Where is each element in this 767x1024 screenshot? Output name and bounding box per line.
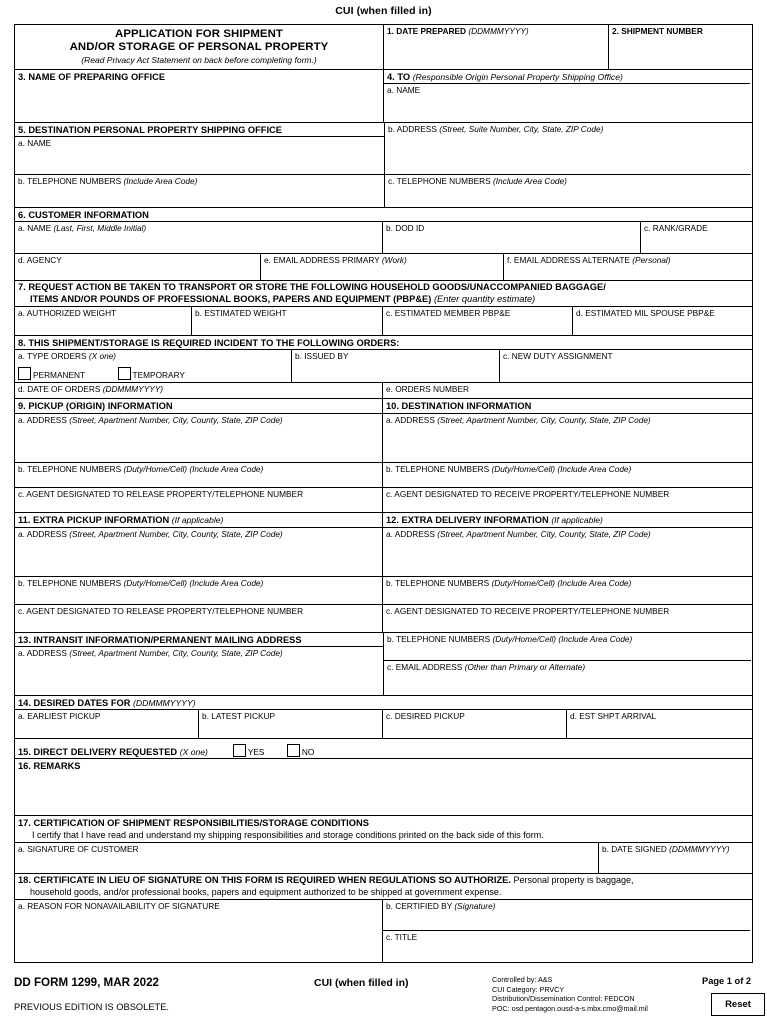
field-extra-pickup-phone[interactable]: [15, 577, 383, 604]
checkbox-direct-delivery-no-box[interactable]: [287, 744, 300, 757]
field-estimated-weight[interactable]: [192, 307, 383, 335]
field-dod-id-label: b. DOD ID: [386, 223, 425, 233]
field-rank-grade[interactable]: [641, 222, 750, 253]
footer-poc: POC: osd.pentagon.ousd-a-s.mbx.cmo@mail.mil: [492, 1003, 648, 1013]
section-11-12-label-row: [15, 513, 752, 528]
field-remarks[interactable]: [15, 759, 752, 816]
section-18-right: [383, 900, 750, 962]
field-date-of-orders[interactable]: [15, 383, 383, 398]
field-pickup-address-label: a. ADDRESS (Street, Apartment Number, City, County, State, ZIP Code): [18, 415, 283, 425]
section-13-label-cell: [15, 633, 383, 647]
field-pickup-address[interactable]: [15, 414, 383, 462]
field-shipment-number[interactable]: [609, 25, 750, 69]
section-3-4-row: [15, 70, 752, 123]
section-18-label-rest: Personal property is baggage,: [513, 875, 634, 885]
section-6-label-cell: [15, 208, 752, 222]
section-6-row-1: [15, 222, 752, 254]
field-title[interactable]: [383, 931, 750, 962]
field-email-primary-label: e. EMAIL ADDRESS PRIMARY (Work): [264, 255, 407, 265]
field-latest-pickup-label: b. LATEST PICKUP: [202, 711, 276, 721]
field-intransit-phone[interactable]: [384, 633, 751, 661]
section-13-label: 13. INTRANSIT INFORMATION/PERMANENT MAILING ADDRESS: [18, 635, 302, 645]
field-intransit-address[interactable]: [15, 647, 383, 695]
field-customer-name[interactable]: [15, 222, 383, 253]
section-8-row-1: [15, 350, 752, 383]
field-to-phone-label: c. TELEPHONE NUMBERS (Include Area Code): [388, 176, 567, 186]
field-reason-nonavailability[interactable]: [15, 900, 383, 962]
field-intransit-email[interactable]: [384, 661, 751, 695]
section-17-row: [15, 843, 752, 874]
footer-left: [14, 976, 159, 990]
footer-form-name: DD FORM 1299, MAR 2022: [14, 976, 159, 989]
cui-banner-top: CUI (when filled in): [335, 5, 432, 17]
field-extra-delivery-phone-label: b. TELEPHONE NUMBERS (Duty/Home/Cell) (Include Area Code): [386, 578, 632, 588]
section-4-block: [384, 70, 750, 122]
field-pickup-agent-label: c. AGENT DESIGNATED TO RELEASE PROPERTY/TELEPHONE NUMBER: [18, 489, 304, 499]
footer-distribution: Distribution/Dissemination Control: FEDCON: [492, 994, 635, 1004]
field-to-name-label: a. NAME: [387, 85, 421, 95]
field-email-alternate-label: f. EMAIL ADDRESS ALTERNATE (Personal): [507, 255, 671, 265]
field-orders-number[interactable]: [383, 383, 750, 398]
field-new-duty-assignment-label: c. NEW DUTY ASSIGNMENT: [503, 351, 613, 361]
field-destination-address[interactable]: [383, 414, 750, 462]
section-11-12-address-row: [15, 528, 752, 577]
section-17-label-cell: [15, 816, 752, 843]
section-7-line2-hint: (Enter quantity estimate): [433, 293, 536, 304]
field-earliest-pickup-label: a. EARLIEST PICKUP: [18, 711, 101, 721]
section-9-10-agent-row: [15, 488, 752, 513]
header-row: [15, 25, 752, 70]
section-17-cert-text: I certify that I have read and understand my shipping responsibilities and storage conditions printed on the back side of this form.: [32, 830, 544, 840]
field-shipment-number-label: 2. SHIPMENT NUMBER: [612, 26, 703, 36]
form-body: [14, 24, 753, 963]
section-12-label: 12. EXTRA DELIVERY INFORMATION (If applicable): [386, 515, 603, 525]
checkbox-temporary-label: TEMPORARY: [132, 369, 185, 380]
field-authorized-weight-label: a. AUTHORIZED WEIGHT: [18, 308, 117, 318]
field-date-of-orders-label: d. DATE OF ORDERS (DDMMMYYYY): [18, 384, 164, 394]
field-signature-of-customer-label: a. SIGNATURE OF CUSTOMER: [18, 844, 139, 854]
checkbox-temporary[interactable]: [118, 367, 185, 380]
checkbox-direct-delivery-no-label: NO: [301, 747, 315, 757]
section-5-label-cell: [15, 123, 384, 137]
field-destination-phone[interactable]: [383, 463, 750, 487]
checkbox-permanent-label: PERMANENT: [33, 369, 86, 380]
field-estimated-spouse-pbpe[interactable]: [573, 307, 750, 335]
section-14-label: 14. DESIRED DATES FOR (DDMMMYYYY): [18, 698, 196, 708]
section-11-12-phone-row: [15, 577, 752, 605]
section-13-left: [15, 633, 384, 695]
field-to-address[interactable]: [385, 123, 751, 175]
section-18-row: [15, 900, 752, 962]
section-6-label: 6. CUSTOMER INFORMATION: [18, 210, 149, 220]
field-latest-pickup[interactable]: [199, 710, 383, 738]
field-dest-office-phone-label: b. TELEPHONE NUMBERS (Include Area Code): [18, 176, 198, 186]
checkbox-temporary-box[interactable]: [118, 367, 131, 380]
section-8-row-2: [15, 383, 752, 399]
section-11-label: 11. EXTRA PICKUP INFORMATION (If applicable): [18, 515, 224, 525]
form-title-note: (Read Privacy Act Statement on back before completing form.): [81, 55, 317, 65]
field-rank-grade-label: c. RANK/GRADE: [644, 223, 708, 233]
field-desired-pickup-label: c. DESIRED PICKUP: [386, 711, 465, 721]
section-7-line2-wrap: [18, 294, 749, 306]
section-18-label-bold: 18. CERTIFICATE IN LIEU OF SIGNATURE ON THIS FORM IS REQUIRED WHEN REGULATIONS SO AUTHORIZE.: [18, 875, 511, 885]
field-email-primary[interactable]: [261, 254, 504, 280]
field-desired-pickup[interactable]: [383, 710, 567, 738]
field-preparing-office[interactable]: [15, 70, 384, 122]
form-title-block: [15, 25, 384, 69]
field-extra-pickup-phone-label: b. TELEPHONE NUMBERS (Duty/Home/Cell) (Include Area Code): [18, 578, 264, 588]
section-4-label: 4. TO (Responsible Origin Personal Property Shipping Office): [387, 72, 623, 82]
section-16-label: 16. REMARKS: [18, 761, 81, 771]
section-7-line1: 7. REQUEST ACTION BE TAKEN TO TRANSPORT OR STORE THE FOLLOWING HOUSEHOLD GOODS/UNACCOMPANIED BAGGAGE/: [18, 282, 606, 292]
field-title-label: c. TITLE: [386, 932, 418, 942]
field-earliest-pickup[interactable]: [15, 710, 199, 738]
field-estimated-member-pbpe[interactable]: [383, 307, 573, 335]
field-date-prepared[interactable]: [384, 25, 609, 69]
field-authorized-weight[interactable]: [15, 307, 192, 335]
field-est-shipment-arrival-label: d. EST SHPT ARRIVAL: [570, 711, 657, 721]
field-issued-by-label: b. ISSUED BY: [295, 351, 349, 361]
field-extra-pickup-agent-label: c. AGENT DESIGNATED TO RELEASE PROPERTY/TELEPHONE NUMBER: [18, 606, 304, 616]
field-intransit-phone-label: b. TELEPHONE NUMBERS (Duty/Home/Cell) (Include Area Code): [387, 634, 633, 644]
checkbox-direct-delivery-yes-box[interactable]: [233, 744, 246, 757]
field-new-duty-assignment[interactable]: [500, 350, 750, 382]
field-extra-delivery-phone[interactable]: [383, 577, 750, 604]
checkbox-direct-delivery-yes[interactable]: [233, 744, 265, 757]
section-9-10-label-row: [15, 399, 752, 414]
footer-cui-metadata: [492, 975, 648, 1013]
section-5-block: [15, 123, 385, 207]
field-to-name[interactable]: [384, 84, 750, 122]
field-intransit-email-label: c. EMAIL ADDRESS (Other than Primary or Alternate): [387, 662, 586, 672]
field-extra-pickup-agent[interactable]: [15, 605, 383, 632]
field-pickup-phone-label: b. TELEPHONE NUMBERS (Duty/Home/Cell) (Include Area Code): [18, 464, 264, 474]
footer-controlled-by: Controlled by: A&S: [492, 975, 553, 984]
section-9-10-phone-row: [15, 463, 752, 488]
field-dest-office-name[interactable]: [15, 137, 384, 175]
field-date-signed-label: b. DATE SIGNED (DDMMMYYYY): [602, 844, 730, 854]
field-certified-by[interactable]: [383, 900, 750, 931]
section-12-label-cell: [383, 513, 750, 527]
section-3-label: 3. NAME OF PREPARING OFFICE: [18, 72, 166, 82]
section-7-row: [15, 307, 752, 336]
field-destination-agent[interactable]: [383, 488, 750, 512]
cui-banner-bottom: CUI (when filled in): [314, 977, 409, 989]
section-14-row: [15, 710, 752, 739]
section-10-label-cell: [383, 399, 750, 413]
footer-cui-category: CUI Category: PRVCY: [492, 984, 565, 994]
field-type-orders: [15, 350, 292, 382]
field-certified-by-label: b. CERTIFIED BY (Signature): [386, 901, 496, 911]
form-title-line1: APPLICATION FOR SHIPMENT: [115, 28, 283, 40]
field-extra-delivery-agent[interactable]: [383, 605, 750, 632]
field-issued-by[interactable]: [292, 350, 500, 382]
footer-page-number: Page 1 of 2: [702, 976, 752, 986]
footer-previous-edition: PREVIOUS EDITION IS OBSOLETE.: [14, 1002, 169, 1012]
section-9-label-cell: [15, 399, 383, 413]
section-18-label-line2: household goods, and/or professional books, papers and equipment authorized to be shipped at government expense.: [30, 886, 502, 897]
checkbox-direct-delivery-no[interactable]: [287, 744, 314, 757]
field-dest-office-name-label: a. NAME: [18, 138, 52, 148]
field-agency-label: d. AGENCY: [18, 255, 62, 265]
section-14-label-cell: [15, 696, 752, 710]
section-4-label-cell: [384, 70, 750, 84]
field-date-signed[interactable]: [599, 843, 750, 873]
section-18-label-cell: [15, 874, 752, 900]
field-dod-id[interactable]: [383, 222, 641, 253]
field-extra-delivery-address[interactable]: [383, 528, 750, 576]
section-4-right-block: [385, 123, 751, 207]
section-9-label: 9. PICKUP (ORIGIN) INFORMATION: [18, 401, 173, 411]
type-orders-options: [18, 365, 288, 383]
section-7-label-cell: [15, 281, 752, 307]
field-destination-address-label: a. ADDRESS (Street, Apartment Number, City, County, State, ZIP Code): [386, 415, 651, 425]
reset-button[interactable]: Reset: [711, 993, 765, 1016]
field-signature-of-customer[interactable]: [15, 843, 599, 873]
field-type-orders-label: a. TYPE ORDERS (X one): [18, 351, 117, 361]
field-est-shipment-arrival[interactable]: [567, 710, 750, 738]
section-5-row: [15, 123, 752, 208]
field-extra-delivery-address-label: a. ADDRESS (Street, Apartment Number, City, County, State, ZIP Code): [386, 529, 651, 539]
field-extra-delivery-agent-label: c. AGENT DESIGNATED TO RECEIVE PROPERTY/TELEPHONE NUMBER: [386, 606, 670, 616]
field-agency[interactable]: [15, 254, 261, 280]
field-dest-office-phone[interactable]: [15, 175, 384, 207]
checkbox-direct-delivery-yes-label: YES: [247, 747, 265, 757]
field-estimated-weight-label: b. ESTIMATED WEIGHT: [195, 308, 287, 318]
section-13-right: [384, 633, 751, 695]
field-customer-name-label: a. NAME (Last, First, Middle Initial): [18, 223, 147, 233]
section-6-row-2: [15, 254, 752, 281]
field-estimated-spouse-pbpe-label: d. ESTIMATED MIL SPOUSE PBP&E: [576, 308, 715, 318]
section-10-label: 10. DESTINATION INFORMATION: [386, 401, 532, 411]
checkbox-permanent[interactable]: [18, 367, 85, 380]
field-estimated-member-pbpe-label: c. ESTIMATED MEMBER PBP&E: [386, 308, 511, 318]
section-11-label-cell: [15, 513, 383, 527]
section-17-label: 17. CERTIFICATION OF SHIPMENT RESPONSIBILITIES/STORAGE CONDITIONS: [18, 818, 369, 828]
field-reason-nonavailability-label: a. REASON FOR NONAVAILABILITY OF SIGNATURE: [18, 901, 220, 911]
section-13-row: [15, 633, 752, 696]
field-date-prepared-label: 1. DATE PREPARED (DDMMMYYYY): [387, 26, 529, 36]
section-15-label: 15. DIRECT DELIVERY REQUESTED (X one): [18, 747, 208, 757]
field-to-phone[interactable]: [385, 175, 751, 207]
section-8-label: 8. THIS SHIPMENT/STORAGE IS REQUIRED INCIDENT TO THE FOLLOWING ORDERS:: [18, 338, 400, 348]
field-orders-number-label: e. ORDERS NUMBER: [386, 384, 469, 394]
field-destination-phone-label: b. TELEPHONE NUMBERS (Duty/Home/Cell) (Include Area Code): [386, 464, 632, 474]
checkbox-permanent-box[interactable]: [18, 367, 31, 380]
field-destination-agent-label: c. AGENT DESIGNATED TO RECEIVE PROPERTY/TELEPHONE NUMBER: [386, 489, 670, 499]
field-intransit-address-label: a. ADDRESS (Street, Apartment Number, City, County, State, ZIP Code): [18, 648, 283, 658]
field-extra-pickup-address[interactable]: [15, 528, 383, 576]
field-to-address-label: b. ADDRESS (Street, Suite Number, City, State, ZIP Code): [388, 124, 604, 134]
section-15-row: [15, 739, 752, 759]
field-pickup-agent[interactable]: [15, 488, 383, 512]
form-title-line2: AND/OR STORAGE OF PERSONAL PROPERTY: [69, 41, 329, 53]
section-5-label: 5. DESTINATION PERSONAL PROPERTY SHIPPING OFFICE: [18, 125, 282, 135]
section-8-label-cell: [15, 336, 752, 350]
field-pickup-phone[interactable]: [15, 463, 383, 487]
field-email-alternate[interactable]: [504, 254, 750, 280]
form-footer: [14, 976, 753, 1022]
field-extra-pickup-address-label: a. ADDRESS (Street, Apartment Number, City, County, State, ZIP Code): [18, 529, 283, 539]
section-7-line2: ITEMS AND/OR POUNDS OF PROFESSIONAL BOOKS, PAPERS AND EQUIPMENT (PBP&E): [30, 293, 432, 304]
section-9-10-address-row: [15, 414, 752, 463]
section-11-12-agent-row: [15, 605, 752, 633]
